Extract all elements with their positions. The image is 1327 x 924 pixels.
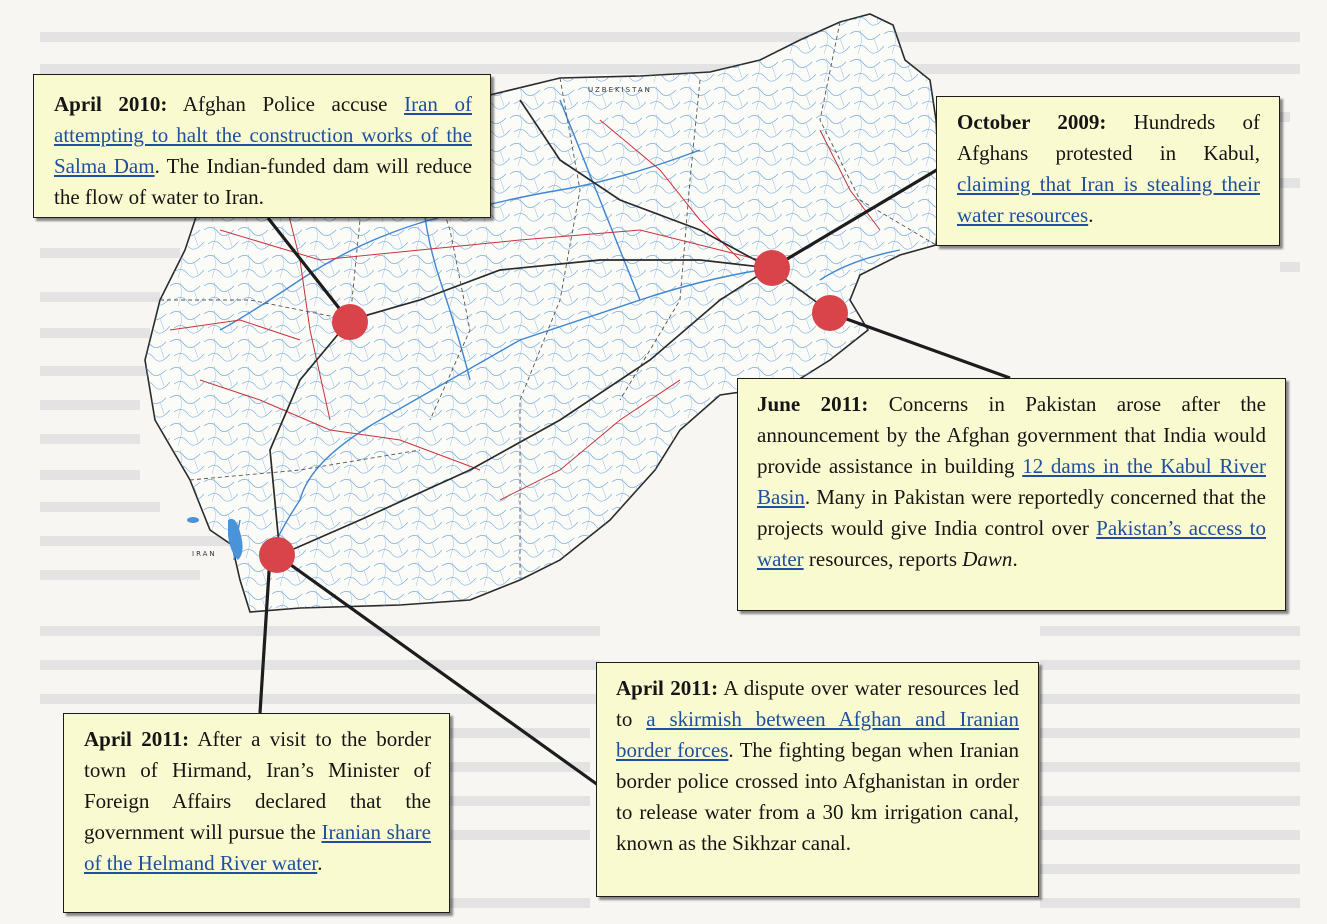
callout-date: April 2010: [54, 92, 168, 116]
callout-border-skirmish [596, 662, 1039, 897]
callout-date: April 2011: [84, 727, 190, 751]
callout-helmand-river [63, 713, 450, 913]
callout-text: . [1088, 203, 1094, 227]
callout-text: A dispute over water resources led to [616, 676, 1019, 731]
callout-text: . [317, 851, 323, 875]
callout-date: October 2009: [957, 110, 1107, 134]
callout-text: Concerns in Pakistan arose after the announcement by the Afghan government that India would provide assistance in building [757, 392, 1266, 478]
callout-date: June 2011: [757, 392, 869, 416]
callout-text: . [1012, 547, 1018, 571]
callout-salma-dam [33, 74, 491, 218]
callout-text: After a visit to the border town of Hirmand, Iran’s Minister of Foreign Affairs declared that the government will pursue the [84, 727, 431, 844]
callout-text: . The Indian-funded dam will reduce the flow of water to Iran. [54, 154, 473, 209]
kabul-river-dams-link[interactable]: 12 dams in the Kabul River Basin [757, 454, 1266, 509]
border-skirmish-link[interactable]: a skirmish between Afghan and Iranian border forces [616, 707, 1019, 762]
helmand-river-link[interactable]: Iranian share of the Helmand River water [84, 820, 431, 875]
source-dawn: Dawn [962, 547, 1013, 571]
callout-text: . The fighting began when Iranian border police crossed into Afghanistan in order to release water from a 30 km irrigation canal, known as the Sikhzar canal. [616, 738, 1019, 855]
label-uzbekistan: UZBEKISTAN [588, 86, 652, 94]
callout-text: Afghan Police accuse [167, 92, 405, 116]
callout-date: April 2011: [616, 676, 719, 700]
salma-dam-link[interactable]: Iran of attempting to halt the construction works of the Salma Dam [54, 92, 472, 178]
pakistan-water-access-link[interactable]: Pakistan’s access to water [757, 516, 1266, 571]
callout-text: Hundreds of Afghans protested in Kabul, [957, 110, 1260, 165]
callout-pakistan-concerns [737, 378, 1286, 611]
callout-kabul-protest [936, 96, 1280, 246]
water-resources-link[interactable]: claiming that Iran is stealing their water resources [957, 172, 1260, 227]
callout-text: . Many in Pakistan were reportedly concerned that the projects would give India control over [757, 485, 1266, 540]
callout-text: resources, reports [803, 547, 963, 571]
label-iran: IRAN [192, 550, 217, 558]
